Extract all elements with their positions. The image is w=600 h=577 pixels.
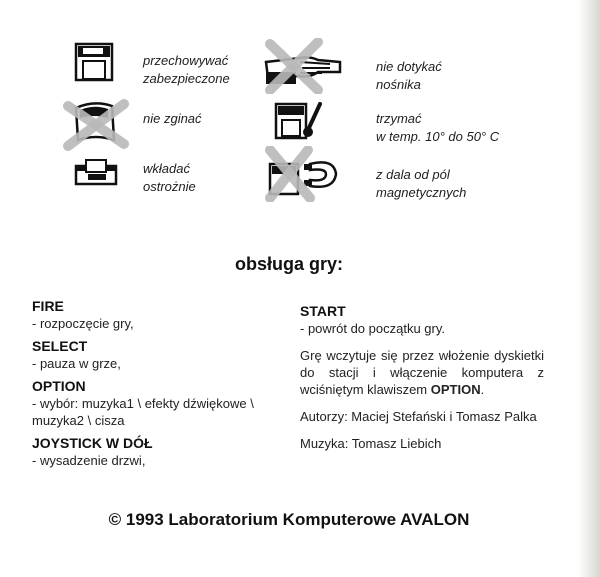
loading-option-key: OPTION <box>430 382 481 397</box>
care-text-store: przechowywać zabezpieczone <box>143 53 230 86</box>
copyright-notice: © 1993 Laboratorium Komputerowe AVALON <box>108 510 470 529</box>
scan-edge-shadow <box>578 0 600 577</box>
control-action-joystick-down: - wysadzenie drzwi, <box>32 453 146 468</box>
control-action-start: - powrót do początku gry. <box>300 321 445 336</box>
disk-drive-insert-icon <box>74 158 118 188</box>
care-text-bend: nie zginać <box>143 111 202 126</box>
controls-column <box>32 298 280 469</box>
info-column <box>300 303 544 452</box>
hand-touching-disk-icon <box>260 38 346 94</box>
care-text-touch: nie dotykać nośnika <box>376 59 442 92</box>
section-title: obsługa gry: <box>234 254 343 274</box>
control-action-select: - pauza w grze, <box>32 356 121 371</box>
care-text-magnetic: z dala od pól magnetycznych <box>376 167 467 200</box>
authors-credit: Autorzy: Maciej Stefański i Tomasz Palka <box>300 409 537 424</box>
control-key-select: SELECT <box>32 338 88 354</box>
care-text-temperature: trzymać w temp. 10° do 50° C <box>376 111 500 144</box>
control-key-start: START <box>300 303 346 319</box>
control-key-option: OPTION <box>32 378 86 394</box>
control-action-fire: - rozpoczęcie gry, <box>32 316 134 331</box>
loading-instructions <box>300 347 544 398</box>
control-action-option: - wybór: muzyka1 \ efekty dźwiękowe \ muzyka2 \ cisza <box>32 396 254 428</box>
loading-text-end: . <box>480 382 485 397</box>
thermometer-disk-icon <box>274 100 326 142</box>
music-credit: Muzyka: Tomasz Liebich <box>300 436 442 451</box>
loading-text: Grę wczytuje się przez włożenie dyskietki do stacji i włączenie komputera z wciśniętym klawiszem <box>300 348 544 397</box>
control-key-joystick-down: JOYSTICK W DÓŁ <box>32 435 153 451</box>
control-key-fire: FIRE <box>32 298 64 314</box>
care-text-insert: wkładać ostrożnie <box>143 161 196 194</box>
bent-floppy-disk-icon <box>60 96 132 154</box>
floppy-disk-icon <box>74 42 114 82</box>
magnet-disk-icon <box>262 146 348 202</box>
